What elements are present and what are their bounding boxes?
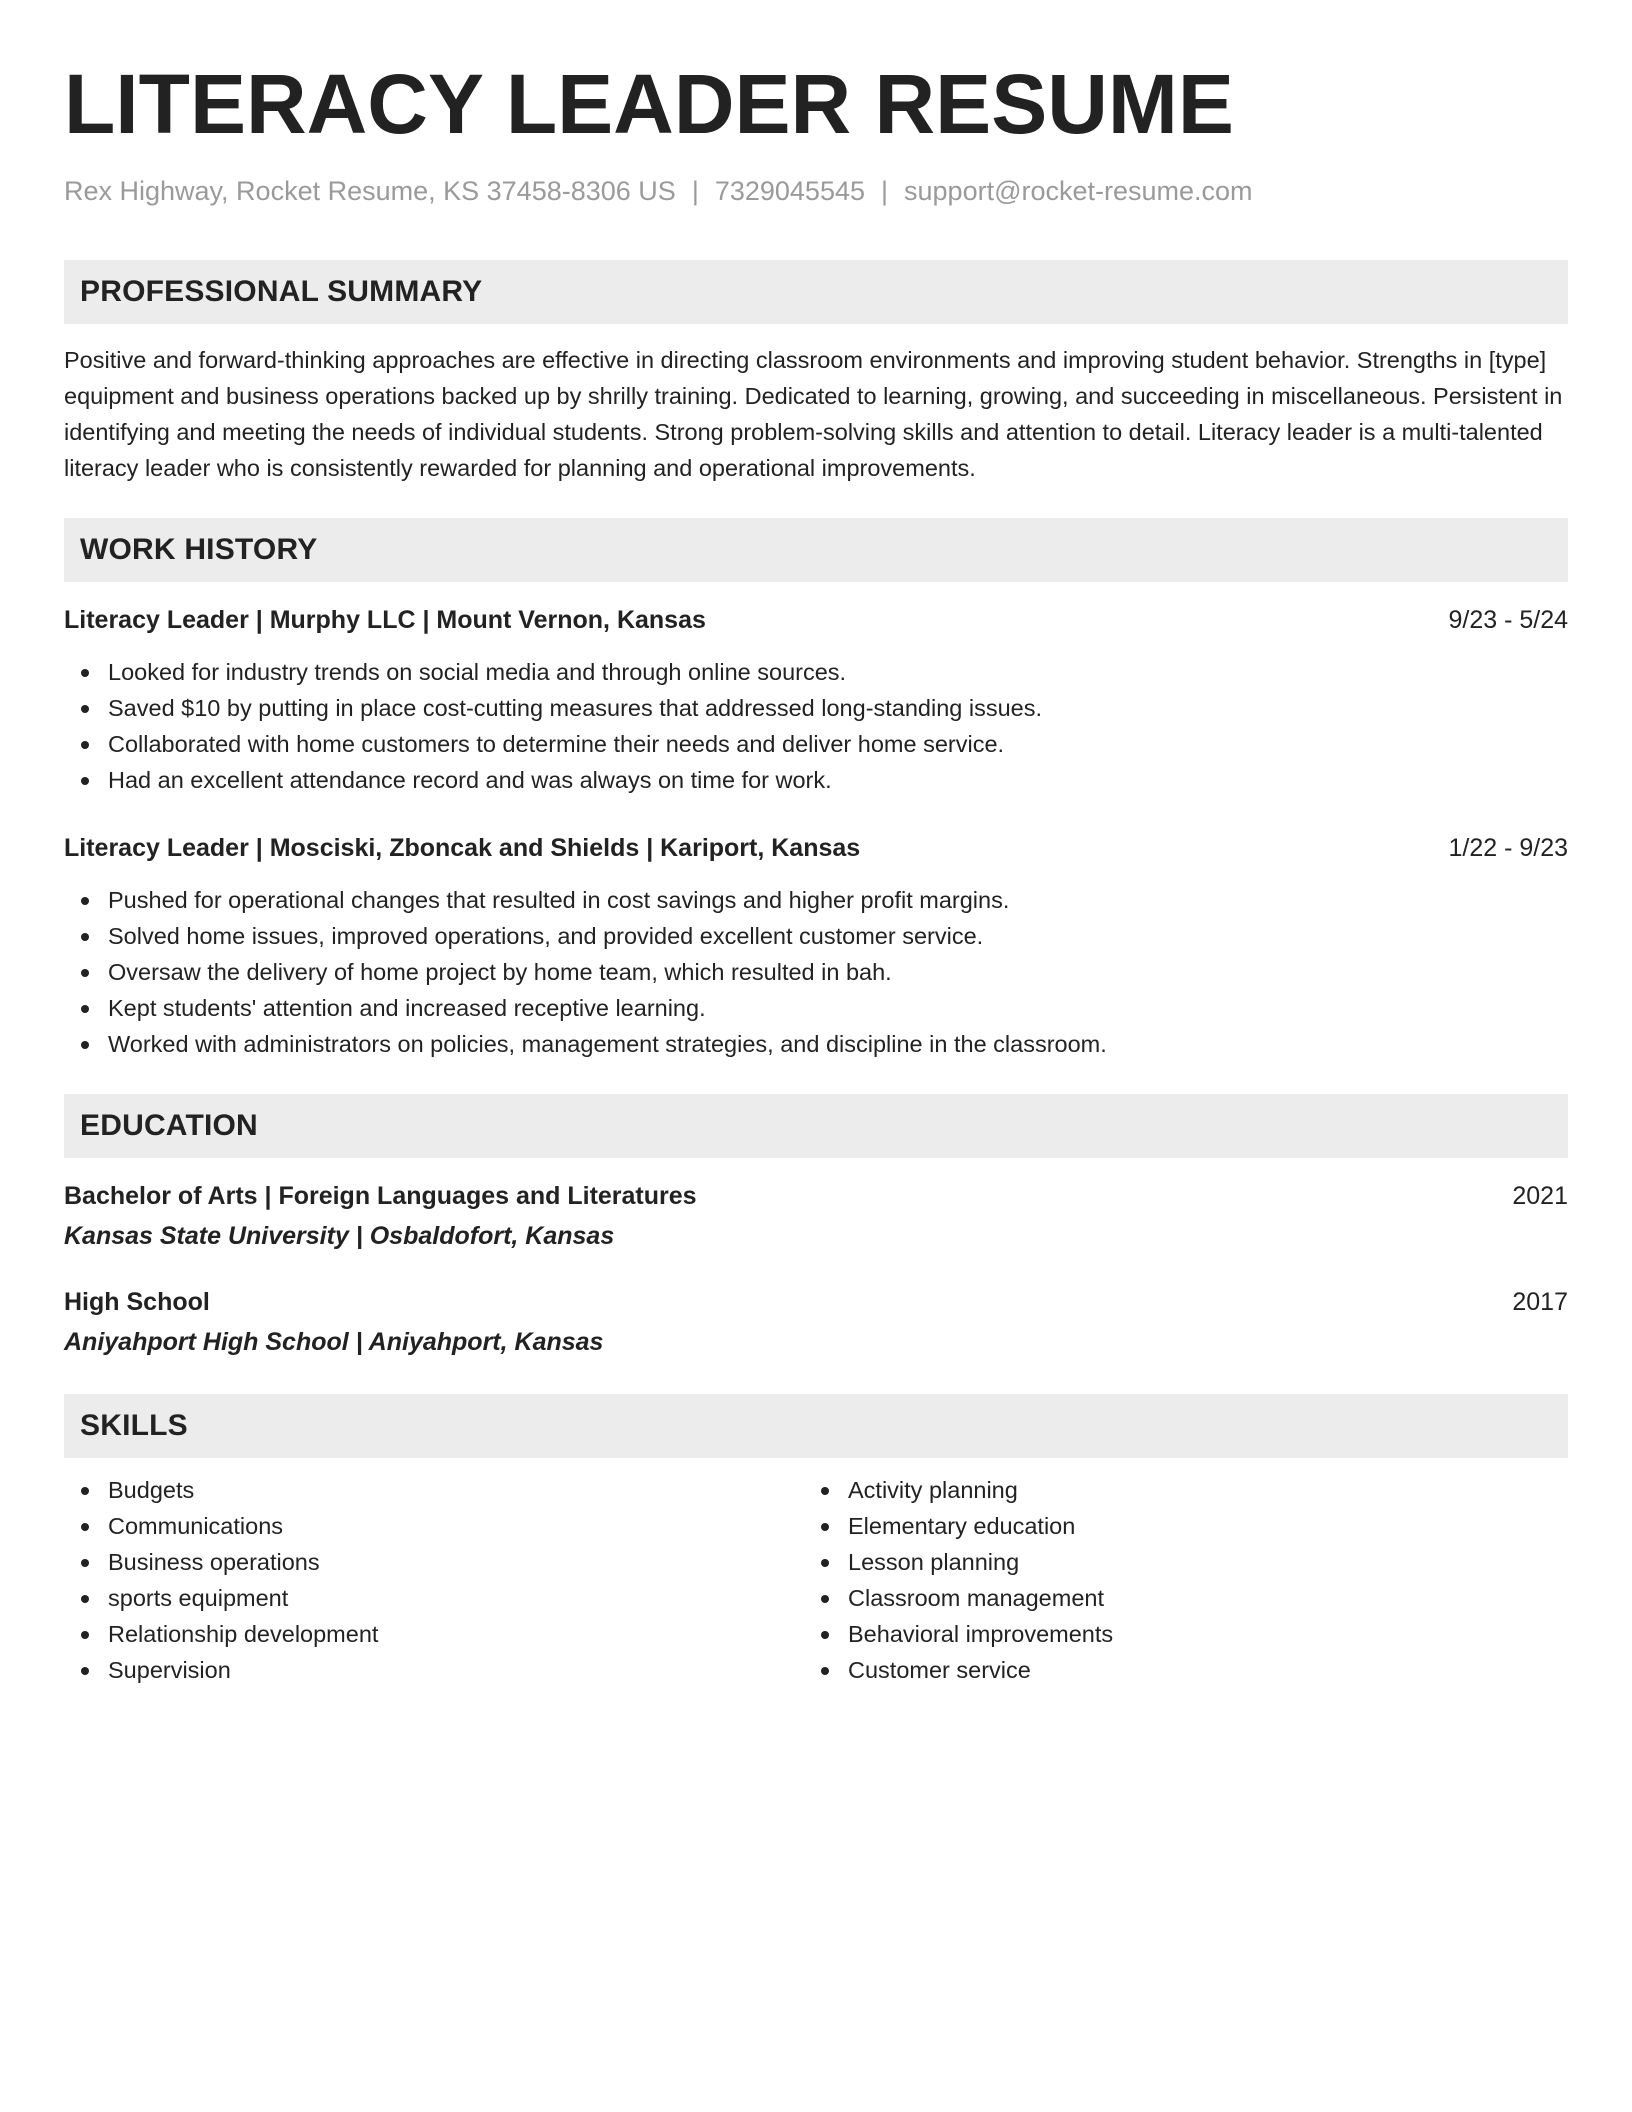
skills-column-left (64, 1472, 804, 1688)
contact-separator: | (881, 176, 889, 206)
job-title: Literacy Leader | Mosciski, Zboncak and Shields | Kariport, Kansas (64, 834, 861, 862)
contact-address: Rex Highway, Rocket Resume, KS 37458-8306 US (64, 176, 676, 206)
list-item: Worked with administrators on policies, management strategies, and discipline in the classroom. (64, 1026, 1568, 1062)
section-title: EDUCATION (80, 1109, 258, 1142)
list-item: Collaborated with home customers to determine their needs and deliver home service. (64, 726, 1568, 762)
contact-phone: 7329045545 (714, 176, 865, 206)
job-bullets (64, 654, 1568, 798)
section-header-work-history (64, 518, 1568, 582)
list-item: Pushed for operational changes that resulted in cost savings and higher profit margins. (64, 882, 1568, 918)
list-item: Had an excellent attendance record and was always on time for work. (64, 762, 1568, 798)
list-item: Kept students' attention and increased receptive learning. (64, 990, 1568, 1026)
education-header (64, 1284, 1568, 1320)
contact-separator: | (691, 176, 699, 206)
skills-column-right (804, 1472, 1544, 1688)
list-item: Oversaw the delivery of home project by home team, which resulted in bah. (64, 954, 1568, 990)
skill-item: Relationship development (64, 1616, 804, 1652)
list-item: Solved home issues, improved operations, and provided excellent customer service. (64, 918, 1568, 954)
section-title: WORK HISTORY (80, 533, 318, 566)
skill-item: Customer service (804, 1652, 1544, 1688)
section-header-skills (64, 1394, 1568, 1458)
section-header-education (64, 1094, 1568, 1158)
section-title: SKILLS (80, 1409, 188, 1442)
skill-item: Lesson planning (804, 1544, 1544, 1580)
job-bullets (64, 882, 1568, 1062)
education-year: 2017 (1512, 1288, 1568, 1316)
education-header (64, 1178, 1568, 1214)
skill-item: Communications (64, 1508, 804, 1544)
job-header (64, 602, 1568, 638)
job-dates: 1/22 - 9/23 (1448, 834, 1568, 862)
section-header-summary (64, 260, 1568, 324)
job-entry (64, 830, 1568, 1062)
contact-line (64, 174, 1568, 208)
list-item: Looked for industry trends on social media and through online sources. (64, 654, 1568, 690)
education-school: Aniyahport High School | Aniyahport, Kansas (64, 1328, 604, 1356)
skill-item: Behavioral improvements (804, 1616, 1544, 1652)
education-entry (64, 1284, 1568, 1360)
job-entry (64, 602, 1568, 798)
skill-item: Elementary education (804, 1508, 1544, 1544)
skill-item: Budgets (64, 1472, 804, 1508)
summary-text: Positive and forward-thinking approaches are effective in directing classroom environments and improving student behavior. Strengths in [type] equipment and business operations backed up by shrilly training. Dedicated to learning, growing, and succeeding in miscellaneous. Persistent in identifying and meeting the needs of individual students. Strong problem-solving skills and attention to detail. Literacy leader is a multi-talented literacy leader who is consistently rewarded for planning and operational improvements. (64, 347, 1563, 481)
section-title: PROFESSIONAL SUMMARY (80, 275, 483, 308)
contact-email: support@rocket-resume.com (904, 176, 1253, 206)
job-title: Literacy Leader | Murphy LLC | Mount Vernon, Kansas (64, 606, 706, 634)
list-item: Saved $10 by putting in place cost-cutting measures that addressed long-standing issues. (64, 690, 1568, 726)
job-header (64, 830, 1568, 866)
job-dates: 9/23 - 5/24 (1448, 606, 1568, 634)
skills-list (64, 1472, 1568, 1688)
education-year: 2021 (1512, 1182, 1568, 1210)
education-entry (64, 1178, 1568, 1254)
skill-item: Classroom management (804, 1580, 1544, 1616)
education-school: Kansas State University | Osbaldofort, Kansas (64, 1222, 615, 1250)
skill-item: Business operations (64, 1544, 804, 1580)
skill-item: Supervision (64, 1652, 804, 1688)
education-degree: High School (64, 1288, 210, 1316)
resume-title: LITERACY LEADER RESUME (64, 57, 1234, 151)
skill-item: sports equipment (64, 1580, 804, 1616)
skill-item: Activity planning (804, 1472, 1544, 1508)
education-degree: Bachelor of Arts | Foreign Languages and Literatures (64, 1182, 697, 1210)
